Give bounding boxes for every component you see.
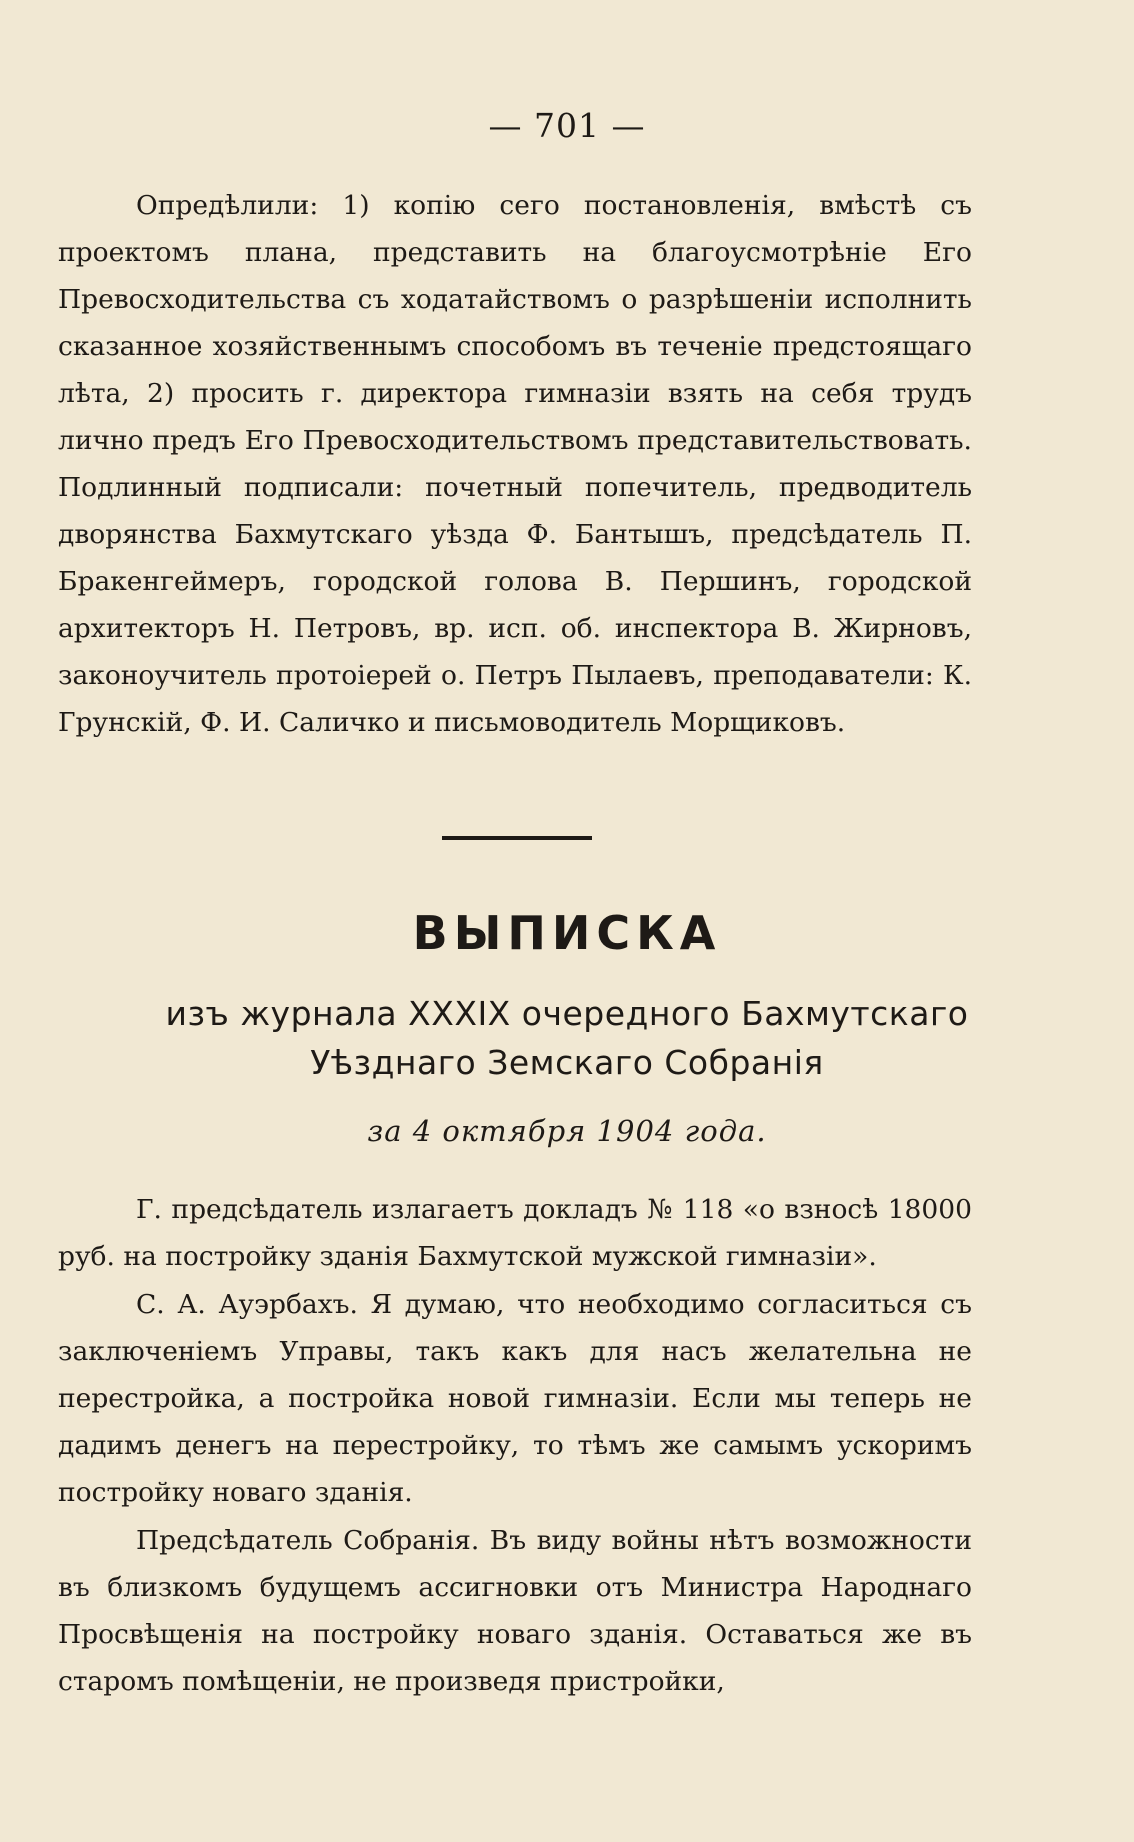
page-number: — 701 —	[488, 106, 646, 145]
opening-paragraph: Опредѣлили: 1) копію сего постановленія, вмѣстѣ съ проектомъ плана, представить на благоусмотрѣніе Его Превосходительства съ ходатайствомъ о разрѣшеніи исполнить сказанное хозяйственнымъ способомъ въ теченіе предстоящаго лѣта, 2) просить г. директора гимназіи взять на себя трудъ лично предъ Его Превосходительствомъ представительствовать. Подлинный подписали: почетный попечитель, предводитель дворянства Бахмутскаго уѣзда Ф. Бантышъ, предсѣдатель П. Бракенгеймеръ, городской голова В. Першинъ, городской архитекторъ Н. Петровъ, вр. исп. об. инспектора В. Жирновъ, законоучитель протоіерей о. Петръ Пылаевъ, преподаватели: К. Грунскій, Ф. И. Саличко и письмоводитель Морщиковъ.	[58, 190, 972, 738]
body-paragraph: С. А. Ауэрбахъ. Я думаю, что необходимо согласиться съ заключеніемъ Управы, такъ какъ для насъ желательна не перестройка, а постройка новой гимназіи. Если мы теперь не дадимъ денегъ на перестройку, то тѣмъ же самымъ ускоримъ постройку новаго зданія.	[58, 1289, 972, 1508]
section-title: ВЫПИСКА	[412, 906, 722, 960]
section-subtitle-line1: изъ журнала XXXIX очередного Бахмутскаго	[165, 994, 969, 1033]
body-paragraph: Г. предсѣдатель излагаетъ докладъ № 118 «о взносѣ 18000 руб. на постройку зданія Бахмутской мужской гимназіи».	[58, 1194, 972, 1272]
section-date: за 4 октября 1904 года.	[367, 1114, 767, 1148]
section-divider	[442, 836, 592, 840]
body-paragraph: Предсѣдатель Собранія. Въ виду войны нѣтъ возможности въ близкомъ будущемъ ассигновки отъ Министра Народнаго Просвѣщенія на постройку новаго зданія. Оставаться же въ старомъ помѣщеніи, не произведя пристройки,	[58, 1525, 972, 1697]
section-subtitle-line2: Уѣзднаго Земскаго Собранія	[310, 1043, 824, 1082]
